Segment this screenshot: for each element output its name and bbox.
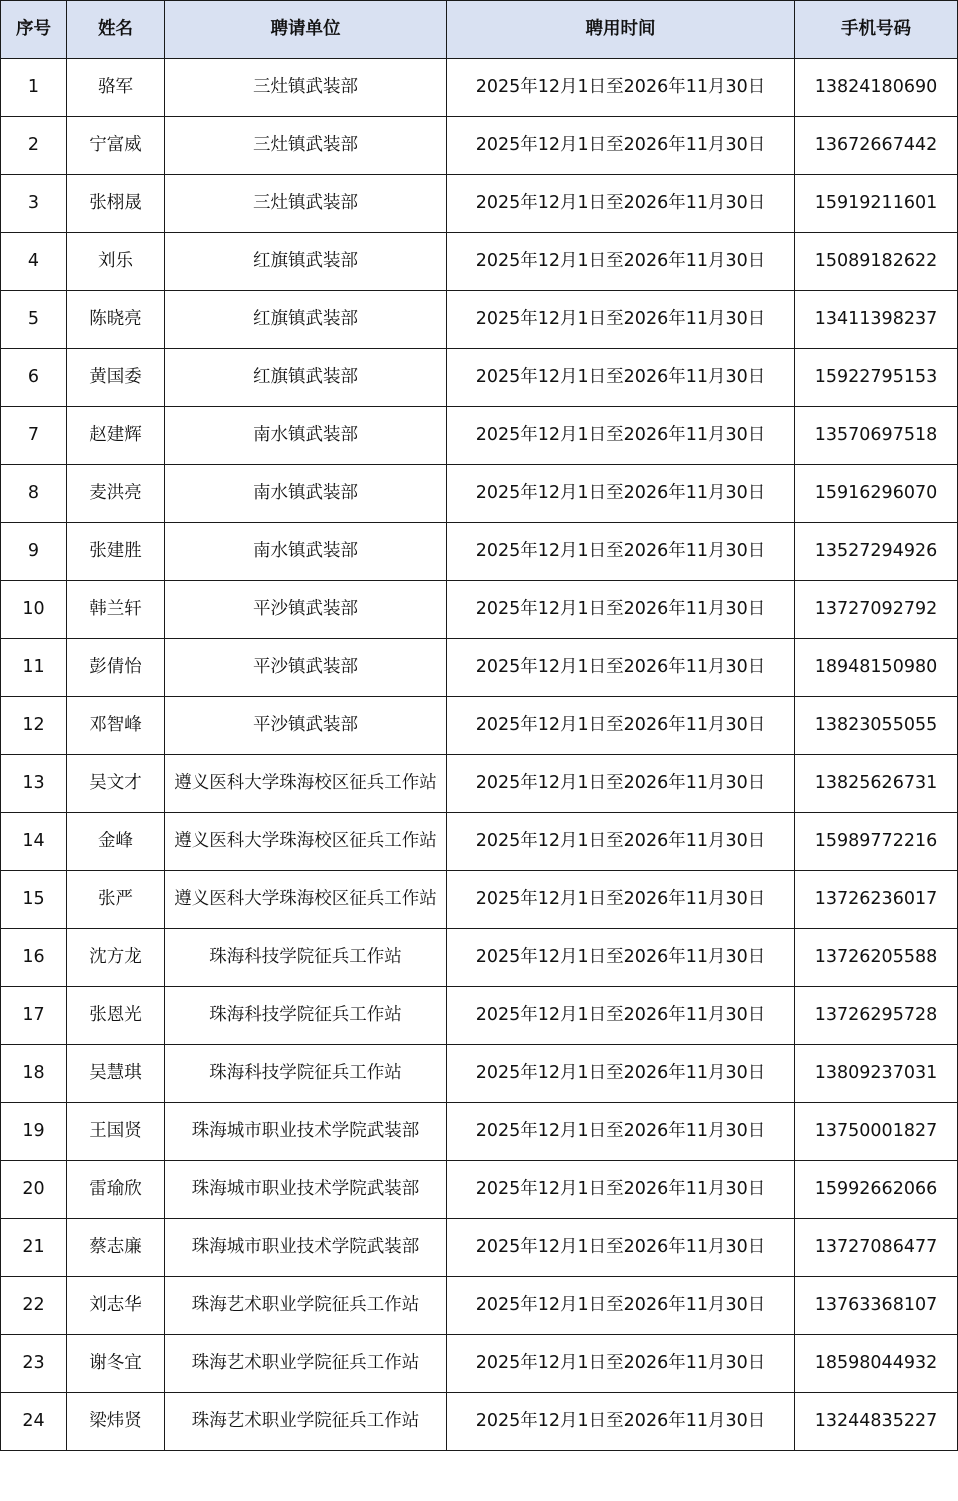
cell-period: 2025年12月1日至2026年11月30日 (447, 1393, 795, 1451)
table-row (1, 581, 958, 639)
cell-name: 雷瑜欣 (67, 1161, 165, 1219)
cell-unit: 珠海科技学院征兵工作站 (165, 929, 447, 987)
cell-name: 刘志华 (67, 1277, 165, 1335)
cell-index: 10 (1, 581, 67, 639)
cell-phone: 13809237031 (795, 1045, 958, 1103)
cell-unit: 珠海艺术职业学院征兵工作站 (165, 1277, 447, 1335)
cell-phone: 13727086477 (795, 1219, 958, 1277)
cell-period: 2025年12月1日至2026年11月30日 (447, 465, 795, 523)
cell-unit: 遵义医科大学珠海校区征兵工作站 (165, 755, 447, 813)
cell-period: 2025年12月1日至2026年11月30日 (447, 523, 795, 581)
cell-name: 骆军 (67, 59, 165, 117)
cell-period: 2025年12月1日至2026年11月30日 (447, 1161, 795, 1219)
cell-unit: 红旗镇武装部 (165, 233, 447, 291)
table-row (1, 523, 958, 581)
table-row (1, 1219, 958, 1277)
cell-name: 梁炜贤 (67, 1393, 165, 1451)
table-row (1, 117, 958, 175)
cell-phone: 15919211601 (795, 175, 958, 233)
cell-name: 吴慧琪 (67, 1045, 165, 1103)
cell-name: 蔡志廉 (67, 1219, 165, 1277)
cell-period: 2025年12月1日至2026年11月30日 (447, 755, 795, 813)
cell-phone: 15989772216 (795, 813, 958, 871)
cell-period: 2025年12月1日至2026年11月30日 (447, 349, 795, 407)
cell-index: 18 (1, 1045, 67, 1103)
cell-period: 2025年12月1日至2026年11月30日 (447, 291, 795, 349)
cell-phone: 13672667442 (795, 117, 958, 175)
table-row (1, 349, 958, 407)
cell-period: 2025年12月1日至2026年11月30日 (447, 639, 795, 697)
cell-period: 2025年12月1日至2026年11月30日 (447, 929, 795, 987)
table-row (1, 987, 958, 1045)
cell-name: 沈方龙 (67, 929, 165, 987)
cell-unit: 遵义医科大学珠海校区征兵工作站 (165, 813, 447, 871)
cell-phone: 13527294926 (795, 523, 958, 581)
cell-index: 17 (1, 987, 67, 1045)
table-row (1, 813, 958, 871)
table-row (1, 1103, 958, 1161)
cell-unit: 平沙镇武装部 (165, 581, 447, 639)
cell-period: 2025年12月1日至2026年11月30日 (447, 697, 795, 755)
cell-phone: 13763368107 (795, 1277, 958, 1335)
cell-name: 金峰 (67, 813, 165, 871)
cell-name: 刘乐 (67, 233, 165, 291)
header-period: 聘用时间 (447, 1, 795, 59)
table-row (1, 639, 958, 697)
cell-unit: 珠海科技学院征兵工作站 (165, 987, 447, 1045)
cell-phone: 13823055055 (795, 697, 958, 755)
cell-phone: 13726236017 (795, 871, 958, 929)
cell-period: 2025年12月1日至2026年11月30日 (447, 1219, 795, 1277)
cell-period: 2025年12月1日至2026年11月30日 (447, 1335, 795, 1393)
table-row (1, 175, 958, 233)
cell-period: 2025年12月1日至2026年11月30日 (447, 233, 795, 291)
cell-index: 9 (1, 523, 67, 581)
cell-name: 韩兰轩 (67, 581, 165, 639)
cell-period: 2025年12月1日至2026年11月30日 (447, 175, 795, 233)
cell-name: 谢冬宜 (67, 1335, 165, 1393)
cell-period: 2025年12月1日至2026年11月30日 (447, 407, 795, 465)
cell-unit: 红旗镇武装部 (165, 291, 447, 349)
cell-index: 16 (1, 929, 67, 987)
cell-index: 19 (1, 1103, 67, 1161)
cell-period: 2025年12月1日至2026年11月30日 (447, 813, 795, 871)
cell-unit: 珠海城市职业技术学院武装部 (165, 1103, 447, 1161)
cell-index: 6 (1, 349, 67, 407)
cell-phone: 13750001827 (795, 1103, 958, 1161)
cell-unit: 三灶镇武装部 (165, 59, 447, 117)
cell-phone: 13825626731 (795, 755, 958, 813)
cell-unit: 珠海艺术职业学院征兵工作站 (165, 1393, 447, 1451)
cell-name: 麦洪亮 (67, 465, 165, 523)
table-row (1, 291, 958, 349)
cell-name: 张栩晟 (67, 175, 165, 233)
cell-phone: 15089182622 (795, 233, 958, 291)
cell-phone: 15922795153 (795, 349, 958, 407)
cell-unit: 珠海城市职业技术学院武装部 (165, 1219, 447, 1277)
cell-name: 赵建辉 (67, 407, 165, 465)
cell-name: 张建胜 (67, 523, 165, 581)
cell-period: 2025年12月1日至2026年11月30日 (447, 1045, 795, 1103)
cell-index: 14 (1, 813, 67, 871)
cell-phone: 15992662066 (795, 1161, 958, 1219)
cell-phone: 13411398237 (795, 291, 958, 349)
cell-period: 2025年12月1日至2026年11月30日 (447, 871, 795, 929)
table-row (1, 233, 958, 291)
table-row (1, 1335, 958, 1393)
cell-index: 22 (1, 1277, 67, 1335)
cell-index: 11 (1, 639, 67, 697)
cell-period: 2025年12月1日至2026年11月30日 (447, 581, 795, 639)
cell-index: 7 (1, 407, 67, 465)
cell-unit: 平沙镇武装部 (165, 697, 447, 755)
table-row (1, 1045, 958, 1103)
cell-phone: 18598044932 (795, 1335, 958, 1393)
table-row (1, 871, 958, 929)
cell-period: 2025年12月1日至2026年11月30日 (447, 1103, 795, 1161)
cell-index: 8 (1, 465, 67, 523)
cell-phone: 13727092792 (795, 581, 958, 639)
cell-unit: 红旗镇武装部 (165, 349, 447, 407)
cell-name: 陈晓亮 (67, 291, 165, 349)
cell-unit: 珠海科技学院征兵工作站 (165, 1045, 447, 1103)
cell-index: 15 (1, 871, 67, 929)
table-row (1, 697, 958, 755)
cell-index: 4 (1, 233, 67, 291)
cell-phone: 13244835227 (795, 1393, 958, 1451)
table-row (1, 929, 958, 987)
header-phone: 手机号码 (795, 1, 958, 59)
cell-name: 黄国委 (67, 349, 165, 407)
cell-phone: 13726205588 (795, 929, 958, 987)
cell-unit: 南水镇武装部 (165, 523, 447, 581)
cell-index: 2 (1, 117, 67, 175)
cell-index: 24 (1, 1393, 67, 1451)
cell-period: 2025年12月1日至2026年11月30日 (447, 59, 795, 117)
cell-period: 2025年12月1日至2026年11月30日 (447, 987, 795, 1045)
cell-unit: 三灶镇武装部 (165, 117, 447, 175)
cell-period: 2025年12月1日至2026年11月30日 (447, 1277, 795, 1335)
cell-phone: 15916296070 (795, 465, 958, 523)
cell-index: 3 (1, 175, 67, 233)
cell-unit: 珠海城市职业技术学院武装部 (165, 1161, 447, 1219)
cell-index: 1 (1, 59, 67, 117)
table-row (1, 1277, 958, 1335)
header-name: 姓名 (67, 1, 165, 59)
header-row (1, 1, 958, 59)
cell-name: 宁富威 (67, 117, 165, 175)
table-row (1, 1393, 958, 1451)
cell-period: 2025年12月1日至2026年11月30日 (447, 117, 795, 175)
cell-phone: 13726295728 (795, 987, 958, 1045)
cell-unit: 南水镇武装部 (165, 465, 447, 523)
cell-index: 20 (1, 1161, 67, 1219)
cell-name: 王国贤 (67, 1103, 165, 1161)
cell-index: 23 (1, 1335, 67, 1393)
cell-phone: 13570697518 (795, 407, 958, 465)
cell-index: 13 (1, 755, 67, 813)
table-row (1, 59, 958, 117)
table-row (1, 465, 958, 523)
cell-phone: 13824180690 (795, 59, 958, 117)
cell-unit: 珠海艺术职业学院征兵工作站 (165, 1335, 447, 1393)
cell-unit: 南水镇武装部 (165, 407, 447, 465)
table-row (1, 407, 958, 465)
cell-unit: 遵义医科大学珠海校区征兵工作站 (165, 871, 447, 929)
header-unit: 聘请单位 (165, 1, 447, 59)
cell-phone: 18948150980 (795, 639, 958, 697)
cell-index: 21 (1, 1219, 67, 1277)
cell-index: 5 (1, 291, 67, 349)
table-row (1, 755, 958, 813)
cell-unit: 平沙镇武装部 (165, 639, 447, 697)
cell-name: 张恩光 (67, 987, 165, 1045)
cell-name: 彭倩怡 (67, 639, 165, 697)
cell-unit: 三灶镇武装部 (165, 175, 447, 233)
table-row (1, 1161, 958, 1219)
header-index: 序号 (1, 1, 67, 59)
cell-index: 12 (1, 697, 67, 755)
cell-name: 邓智峰 (67, 697, 165, 755)
cell-name: 张严 (67, 871, 165, 929)
cell-name: 吴文才 (67, 755, 165, 813)
